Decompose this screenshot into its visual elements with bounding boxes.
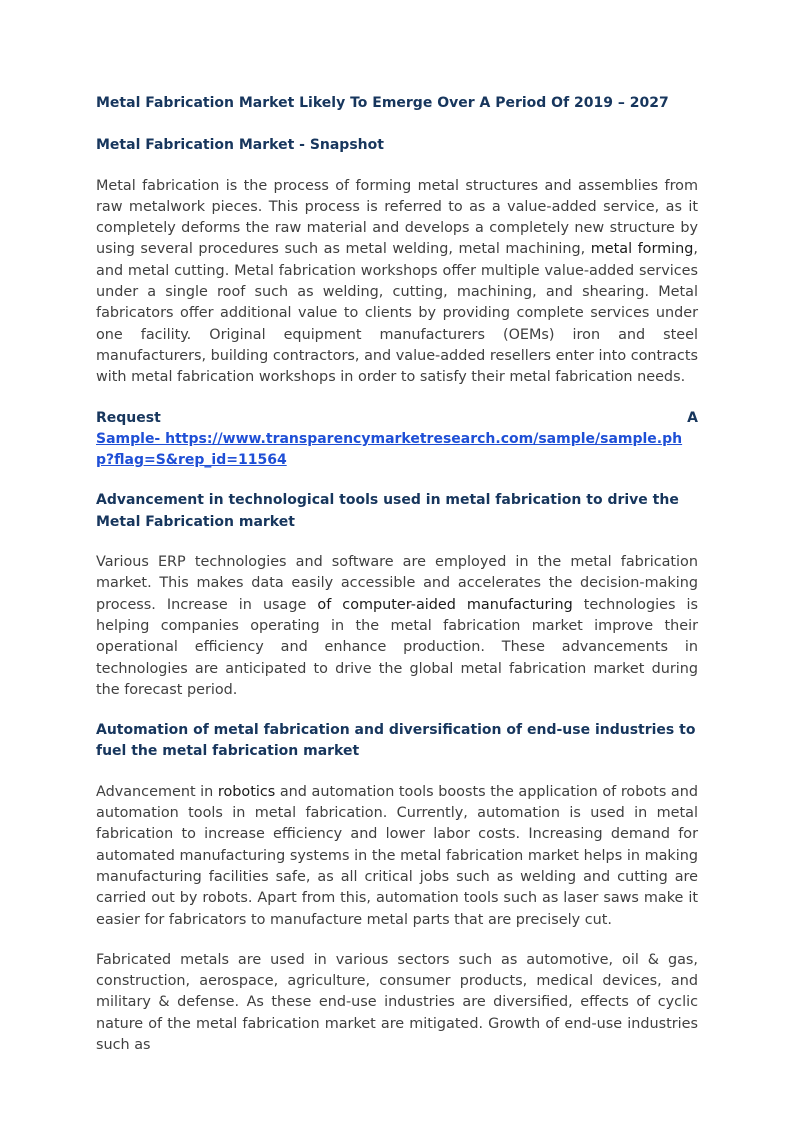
section1-heading: Advancement in technological tools used in metal fabrication to drive the Metal Fabrication market [96,492,679,530]
section2-p1-text-2: and automation tools boosts the application of robots and automation tools in metal fabrication. Currently, automation is used in metal fabrication to increase efficiency and lower labor costs. Increasing demand for automated manufacturing systems in the metal fabrication market helps in making manufacturing facilities safe, as all critical jobs such as welding and cutting are carried out by robots. Apart from this, automation tools such as laser saws make it easier for fabricators to manufacture metal parts that are precisely cut. [96,783,698,928]
request-word: Request [96,409,161,426]
section1-text-2: technologies is helping companies operating in the metal fabrication market improve their operational efficiency and enhance production. These advancements in technologies are anticipated to drive the global metal fabrication market during the forecast period. [96,596,698,698]
intro-paragraph [96,176,698,389]
sample-link[interactable]: Sample- https://www.transparencymarketresearch.com/sample/sample.php?flag=S&rep_id=11564 [96,430,683,469]
section2-p1-text-1: Advancement in [96,783,218,800]
cam-term: of computer-aided manufacturing [317,596,573,613]
metal-forming-term: metal forming [590,241,694,258]
intro-text-1: Metal fabrication is the process of forming metal structures and assemblies from raw metalwork pieces. This process is referred to as a value-added service, as it completely deforms the raw material and develops a completely new structure by using several procedures such as metal welding, metal machining, [96,177,698,258]
section2-paragraph-1 [96,782,698,931]
section2-heading: Automation of metal fabrication and diversification of end-use industries to fuel the metal fabrication market [96,722,696,760]
request-a-word: A [687,409,698,426]
snapshot-heading: Metal Fabrication Market - Snapshot [96,137,384,154]
request-sample-block [96,408,698,472]
document-title: Metal Fabrication Market Likely To Emerge Over A Period Of 2019 – 2027 [96,95,669,111]
section2-paragraph-2: Fabricated metals are used in various sectors such as automotive, oil & gas, construction, aerospace, agriculture, consumer products, medical devices, and military & defense. As these end-use industries are diversified, effects of cyclic nature of the metal fabrication market are mitigated. Growth of end-use industries such as [96,951,698,1053]
section1-paragraph [96,552,698,701]
intro-text-2: , and metal cutting. Metal fabrication workshops offer multiple value-added services under a single roof such as welding, cutting, machining, and shearing. Metal fabricators offer additional value to clients by providing complete services under one facility. Original equipment manufacturers (OEMs) iron and steel manufacturers, building contractors, and value-added resellers enter into contracts with metal fabrication workshops in order to satisfy their metal fabrication needs. [96,241,698,386]
robotics-term: robotics [217,783,276,800]
request-label-line [96,408,698,429]
page-content [96,93,698,1075]
section1-text-1: Various ERP technologies and software are employed in the metal fabrication market. This makes data easily accessible and accelerates the decision-making process. Increase in usage [96,554,698,613]
